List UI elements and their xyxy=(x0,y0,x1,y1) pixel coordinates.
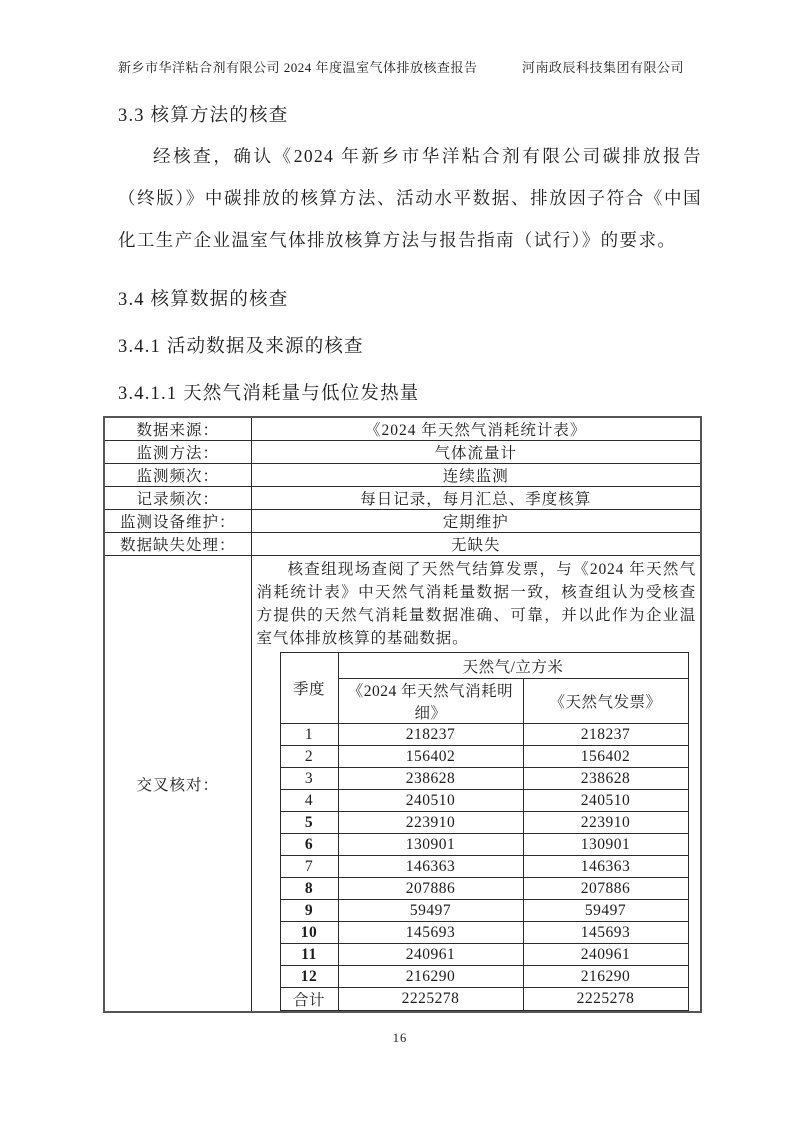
gas-row-quarter: 合计 xyxy=(280,988,338,1011)
info-label: 监测频次： xyxy=(104,464,251,487)
gas-row-detail-value: 156402 xyxy=(338,746,523,768)
gas-row-detail-value: 238628 xyxy=(338,768,523,790)
gas-row-quarter: 8 xyxy=(280,878,338,900)
gas-row-invoice-value: 238628 xyxy=(523,768,688,790)
gas-row-invoice-value: 145693 xyxy=(523,922,688,944)
gas-row-detail-value: 59497 xyxy=(338,900,523,922)
gas-row xyxy=(280,834,688,856)
section-3-3-paragraph: 经核查，确认《2024 年新乡市华洋粘合剂有限公司碳排放报告（终版）》中碳排放的核算方法、活动水平数据、排放因子符合《中国化工生产企业温室气体排放核算方法与报告指南（试行）》的要求。 xyxy=(118,146,702,250)
cross-check-cell xyxy=(251,556,701,1013)
gas-row-quarter: 2 xyxy=(280,746,338,768)
cross-check-label: 交叉核对： xyxy=(104,556,251,1013)
section-3-4-1-heading: 3.4.1 活动数据及来源的核查 xyxy=(118,337,364,357)
gas-row-quarter: 6 xyxy=(280,834,338,856)
gas-row-invoice-value: 2225278 xyxy=(523,988,688,1011)
gas-table-group-header-row xyxy=(280,653,688,679)
info-value: 无缺失 xyxy=(251,533,701,556)
info-label: 数据来源： xyxy=(104,417,251,441)
page-header xyxy=(0,0,800,76)
invoice-column-header: 《天然气发票》 xyxy=(523,679,688,724)
gas-row-invoice-value: 207886 xyxy=(523,878,688,900)
info-label: 数据缺失处理： xyxy=(104,533,251,556)
gas-row-invoice-value: 216290 xyxy=(523,966,688,988)
detail-column-header: 《2024 年天然气消耗明细》 xyxy=(338,679,523,724)
gas-row-invoice-value: 218237 xyxy=(523,724,688,746)
info-row xyxy=(104,487,701,510)
gas-row xyxy=(280,724,688,746)
gas-row xyxy=(280,856,688,878)
gas-row-detail-value: 207886 xyxy=(338,878,523,900)
info-row xyxy=(104,441,701,464)
gas-row-invoice-value: 240961 xyxy=(523,944,688,966)
gas-row-quarter: 10 xyxy=(280,922,338,944)
gas-row-invoice-value: 240510 xyxy=(523,790,688,812)
gas-consumption-table xyxy=(280,652,689,1011)
info-row xyxy=(104,510,701,533)
info-value: 连续监测 xyxy=(251,464,701,487)
gas-row-detail-value: 223910 xyxy=(338,812,523,834)
gas-row xyxy=(280,944,688,966)
unit-group-header: 天然气/立方米 xyxy=(338,653,688,679)
gas-row xyxy=(280,790,688,812)
gas-row-invoice-value: 130901 xyxy=(523,834,688,856)
gas-row-quarter: 7 xyxy=(280,856,338,878)
info-value: 每日记录，每月汇总、季度核算 xyxy=(251,487,701,510)
gas-row xyxy=(280,768,688,790)
gas-row-detail-value: 2225278 xyxy=(338,988,523,1011)
gas-table-sub-header-row xyxy=(280,679,688,724)
gas-row-detail-value: 218237 xyxy=(338,724,523,746)
gas-row xyxy=(280,922,688,944)
gas-row-invoice-value: 223910 xyxy=(523,812,688,834)
cross-check-row xyxy=(104,556,701,1013)
cross-check-text: 核查组现场查阅了天然气结算发票，与《2024 年天然气消耗统计表》中天然气消耗量数据一致，核查组认为受核查方提供的天然气消耗量数据准确、可靠，并以此作为企业温室气体排放核算的基础数据。 xyxy=(256,561,696,647)
header-company-name: 河南政辰科技集团有限公司 xyxy=(521,60,684,75)
gas-row xyxy=(280,900,688,922)
gas-row-detail-value: 240961 xyxy=(338,944,523,966)
gas-row-quarter: 12 xyxy=(280,966,338,988)
gas-row xyxy=(280,966,688,988)
gas-row-quarter: 5 xyxy=(280,812,338,834)
info-value: 定期维护 xyxy=(251,510,701,533)
info-rows xyxy=(104,417,701,556)
info-row xyxy=(104,417,701,441)
gas-rows xyxy=(280,724,688,1011)
info-row xyxy=(104,464,701,487)
gas-row-invoice-value: 156402 xyxy=(523,746,688,768)
quarter-column-header: 季度 xyxy=(280,653,338,724)
gas-row xyxy=(280,988,688,1011)
gas-row-quarter: 1 xyxy=(280,724,338,746)
info-label: 监测方法： xyxy=(104,441,251,464)
section-3-4-heading: 3.4 核算数据的核查 xyxy=(118,290,289,310)
gas-row-detail-value: 240510 xyxy=(338,790,523,812)
info-row xyxy=(104,533,701,556)
gas-row xyxy=(280,746,688,768)
gas-row-invoice-value: 146363 xyxy=(523,856,688,878)
gas-row-detail-value: 216290 xyxy=(338,966,523,988)
header-report-title: 新乡市华洋粘合剂有限公司 2024 年度温室气体排放核查报告 xyxy=(118,60,478,75)
gas-row xyxy=(280,878,688,900)
gas-row-detail-value: 130901 xyxy=(338,834,523,856)
section-3-4-1-1-heading: 3.4.1.1 天然气消耗量与低位发热量 xyxy=(118,384,420,404)
section-3-3-heading: 3.3 核算方法的核查 xyxy=(118,106,289,126)
gas-row-quarter: 9 xyxy=(280,900,338,922)
info-label: 监测设备维护： xyxy=(104,510,251,533)
gas-row-detail-value: 146363 xyxy=(338,856,523,878)
gas-row-quarter: 11 xyxy=(280,944,338,966)
gas-row-quarter: 3 xyxy=(280,768,338,790)
info-value: 《2024 年天然气消耗统计表》 xyxy=(251,417,701,441)
gas-row xyxy=(280,812,688,834)
gas-row-invoice-value: 59497 xyxy=(523,900,688,922)
monitoring-info-table xyxy=(103,416,702,1013)
info-value: 气体流量计 xyxy=(251,441,701,464)
page-number: 16 xyxy=(392,1031,408,1045)
info-label: 记录频次： xyxy=(104,487,251,510)
gas-row-detail-value: 145693 xyxy=(338,922,523,944)
gas-row-quarter: 4 xyxy=(280,790,338,812)
